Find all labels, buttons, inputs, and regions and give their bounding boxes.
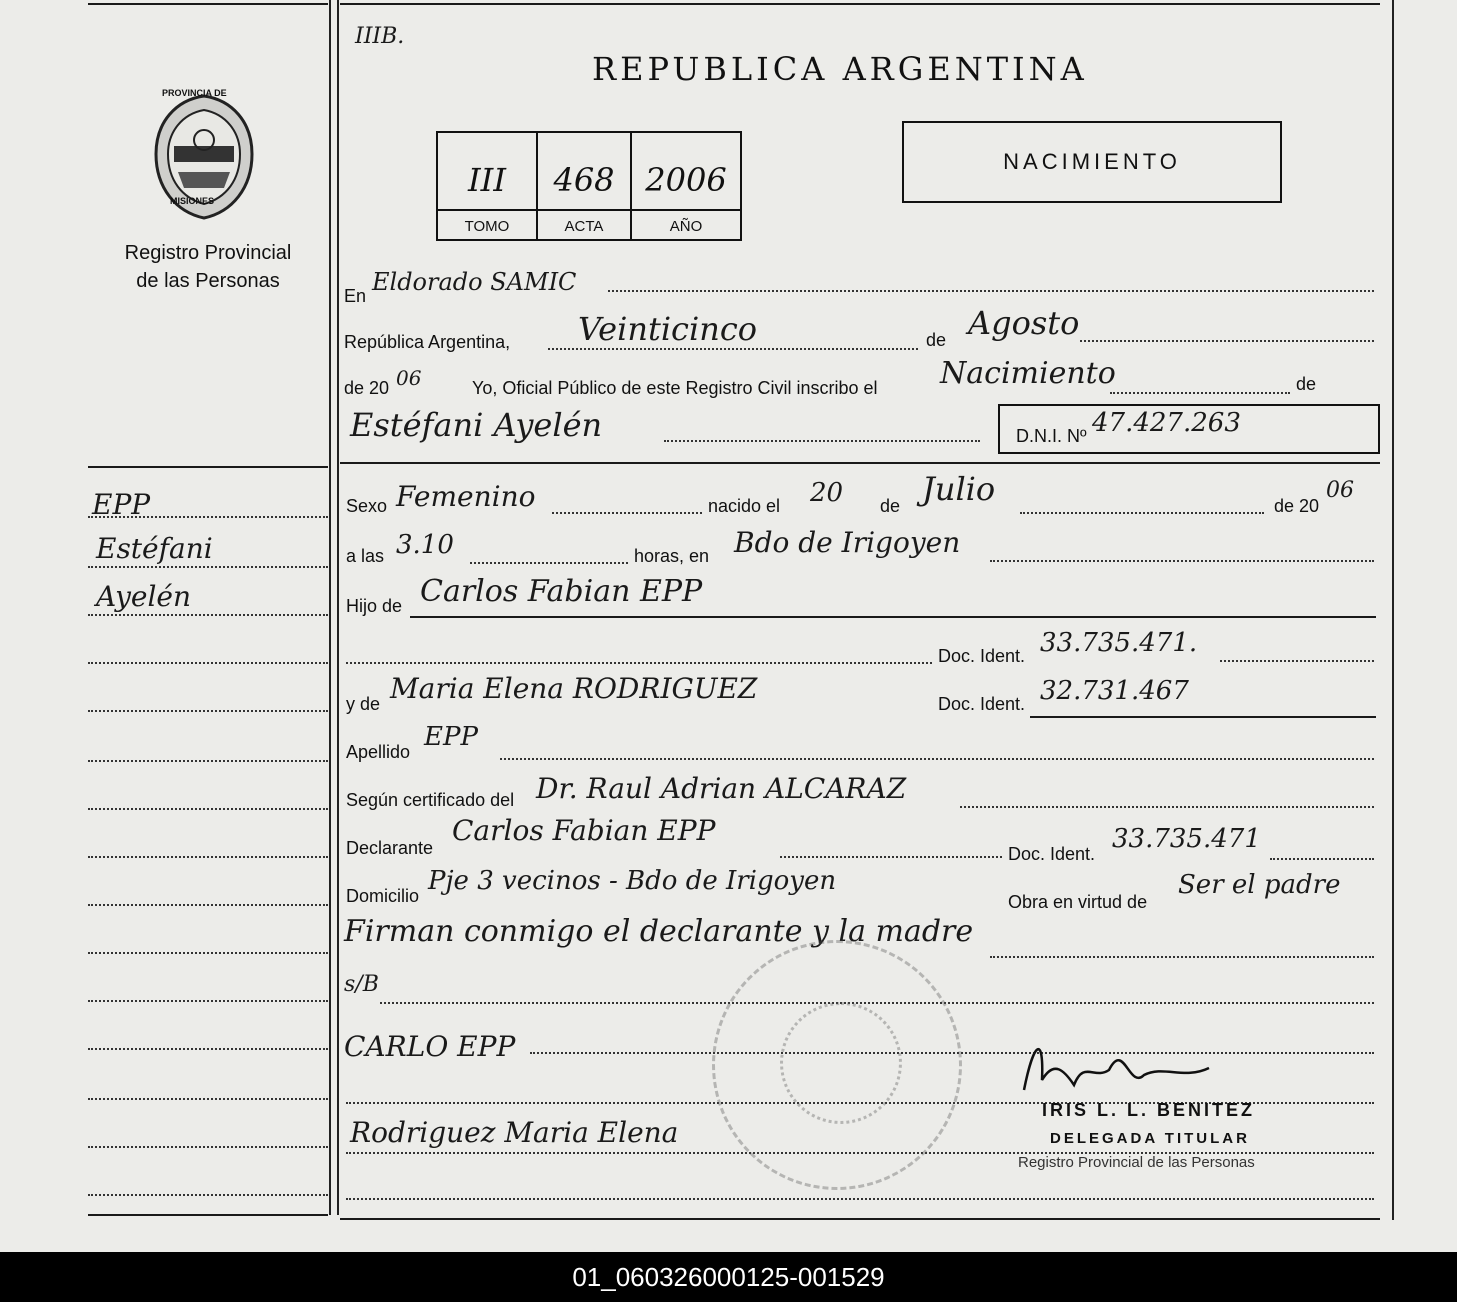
margin-line-10 [88,952,328,954]
month-value: Agosto [968,304,1080,342]
act-line [1110,392,1290,394]
blank-line-5 [346,1198,1374,1200]
apellido-label: Apellido [346,742,411,762]
margin-line-11 [88,1000,328,1002]
signature-declarant: CARLO EPP [344,1030,516,1063]
acta-label: ACTA [564,218,604,235]
name-line [664,440,980,442]
sexo-line [552,512,702,514]
domicilio-value: Pje 3 vecinos - Bdo de Irigoyen [428,866,837,896]
slb-value: s/B [344,972,379,997]
horas-label: horas, en [634,546,710,566]
year2-prefix: de 20 [1274,496,1320,516]
segun-label: Según certificado del [346,790,515,810]
father-doc-line [1220,660,1374,662]
registry-stamp-inner-icon [780,1002,902,1124]
firman-line [990,956,1374,958]
bottom-rule-right [340,1218,1380,1220]
margin-line-5 [88,710,328,712]
apellido-value: EPP [424,722,478,752]
republica-label: República Argentina, [344,332,511,352]
year-value: 06 [396,366,422,390]
nacido-label: nacido el [708,496,781,516]
father-rule [410,616,1376,618]
record-type-box [902,121,1282,203]
firman-value: Firman conmigo el declarante y la madre [344,914,974,949]
hour-value: 3.10 [396,530,454,560]
father-doc-line-left [346,662,932,664]
tomo-value: III [468,161,506,199]
margin-line-8 [88,856,328,858]
birth-year-value: 06 [1326,478,1354,503]
acta-cell [538,133,632,239]
de-label: de [926,330,947,350]
anio-value: 2006 [645,161,727,199]
tomo-cell [438,133,538,239]
sexo-value: Femenino [396,480,536,513]
hijo-label: Hijo de [346,596,403,616]
declarante-value: Carlos Fabian EPP [452,814,716,847]
father-value: Carlos Fabian EPP [420,574,703,609]
declarante-doc-line [1270,858,1374,860]
alas-label: a las [346,546,385,566]
father-doc-value: 33.735.471. [1040,628,1198,658]
margin-line-14 [88,1146,328,1148]
margin-surname: EPP [92,488,151,521]
doc3-label: Doc. Ident. [1008,844,1096,864]
book-reference-table [436,131,742,241]
declarante-doc-value: 33.735.471 [1112,824,1261,854]
margin-line-12 [88,1048,328,1050]
en-label: En [344,286,367,306]
segun-value: Dr. Raul Adrian ALCARAZ [536,772,907,805]
top-rule-right [340,3,1380,5]
birth-month-line [1020,512,1264,514]
margin-section-rule [88,466,328,468]
margin-line-13 [88,1098,328,1100]
record-type: NACIMIENTO [1003,149,1181,174]
column-divider-left [329,0,331,1215]
official-name: IRIS L. L. BENITEZ [1042,1100,1256,1120]
en-value: Eldorado SAMIC [372,268,577,296]
right-border [1392,0,1394,1220]
margin-line-15 [88,1194,328,1196]
day-value: Veinticinco [578,310,757,348]
bottom-rule-left [88,1214,328,1216]
apellido-line [500,758,1374,760]
place-line [990,560,1374,562]
official-signature-icon [1014,1030,1214,1100]
column-divider-right [337,0,339,1215]
birth-month-value: Julio [922,470,996,508]
doc2-label: Doc. Ident. [938,694,1026,714]
dni-value: 47.427.263 [1092,408,1241,438]
mother-value: Maria Elena RODRIGUEZ [390,672,758,705]
margin-line-1 [88,516,328,518]
margin-line-2 [88,566,328,568]
margin-line-3 [88,614,328,616]
signature-mother: Rodriguez Maria Elena [350,1116,679,1149]
en-line [608,290,1374,292]
margin-second-name: Ayelén [96,580,192,613]
dni-label: D.N.I. Nº [1016,426,1087,446]
section-rule [340,462,1380,464]
yde-label: y de [346,694,381,714]
hour-line [470,562,628,564]
registry-line2: de las Personas [136,270,280,292]
margin-line-6 [88,760,328,762]
anio-cell [632,133,740,239]
header-annotation: IIIB. [355,24,405,49]
acta-value: 468 [553,161,615,199]
margin-line-4 [88,662,328,664]
day-line [548,348,918,350]
segun-line [960,806,1374,808]
mother-doc-rule [1030,716,1376,718]
sexo-label: Sexo [346,496,388,516]
birth-day-value: 20 [810,478,844,508]
domicilio-label: Domicilio [346,886,420,906]
seal-top-text: PROVINCIA DE [162,88,227,98]
dni-box [998,404,1380,454]
yo-text: Yo, Oficial Público de este Registro Civil inscribo el [472,378,878,398]
doc1-label: Doc. Ident. [938,646,1026,666]
document-code: 01_060326000125-001529 [0,1252,1457,1302]
month-line [1080,340,1374,342]
act-value: Nacimiento [940,356,1116,391]
child-name-value: Estéfani Ayelén [350,406,603,444]
de2-label: de [1296,374,1317,394]
de3-label: de [880,496,901,516]
country-title: REPUBLICA ARGENTINA [592,50,1088,88]
official-org: Registro Provincial de las Personas [1018,1154,1255,1171]
official-role: DELEGADA TITULAR [1050,1130,1250,1147]
margin-line-7 [88,808,328,810]
seal-bottom-text: MISIONES [170,196,215,206]
mother-doc-value: 32.731.467 [1040,676,1189,706]
place-value: Bdo de Irigoyen [734,526,961,559]
registry-line1: Registro Provincial [124,242,292,264]
obra-value: Ser el padre [1178,870,1341,900]
anio-label: AÑO [669,218,703,235]
year-prefix: de 20 [344,378,390,398]
declarante-label: Declarante [346,838,434,858]
margin-first-name: Estéfani [96,532,213,565]
obra-label: Obra en virtud de [1008,892,1148,912]
top-rule-left [88,3,328,5]
declarante-line [780,856,1002,858]
tomo-label: TOMO [464,218,510,235]
margin-line-9 [88,904,328,906]
